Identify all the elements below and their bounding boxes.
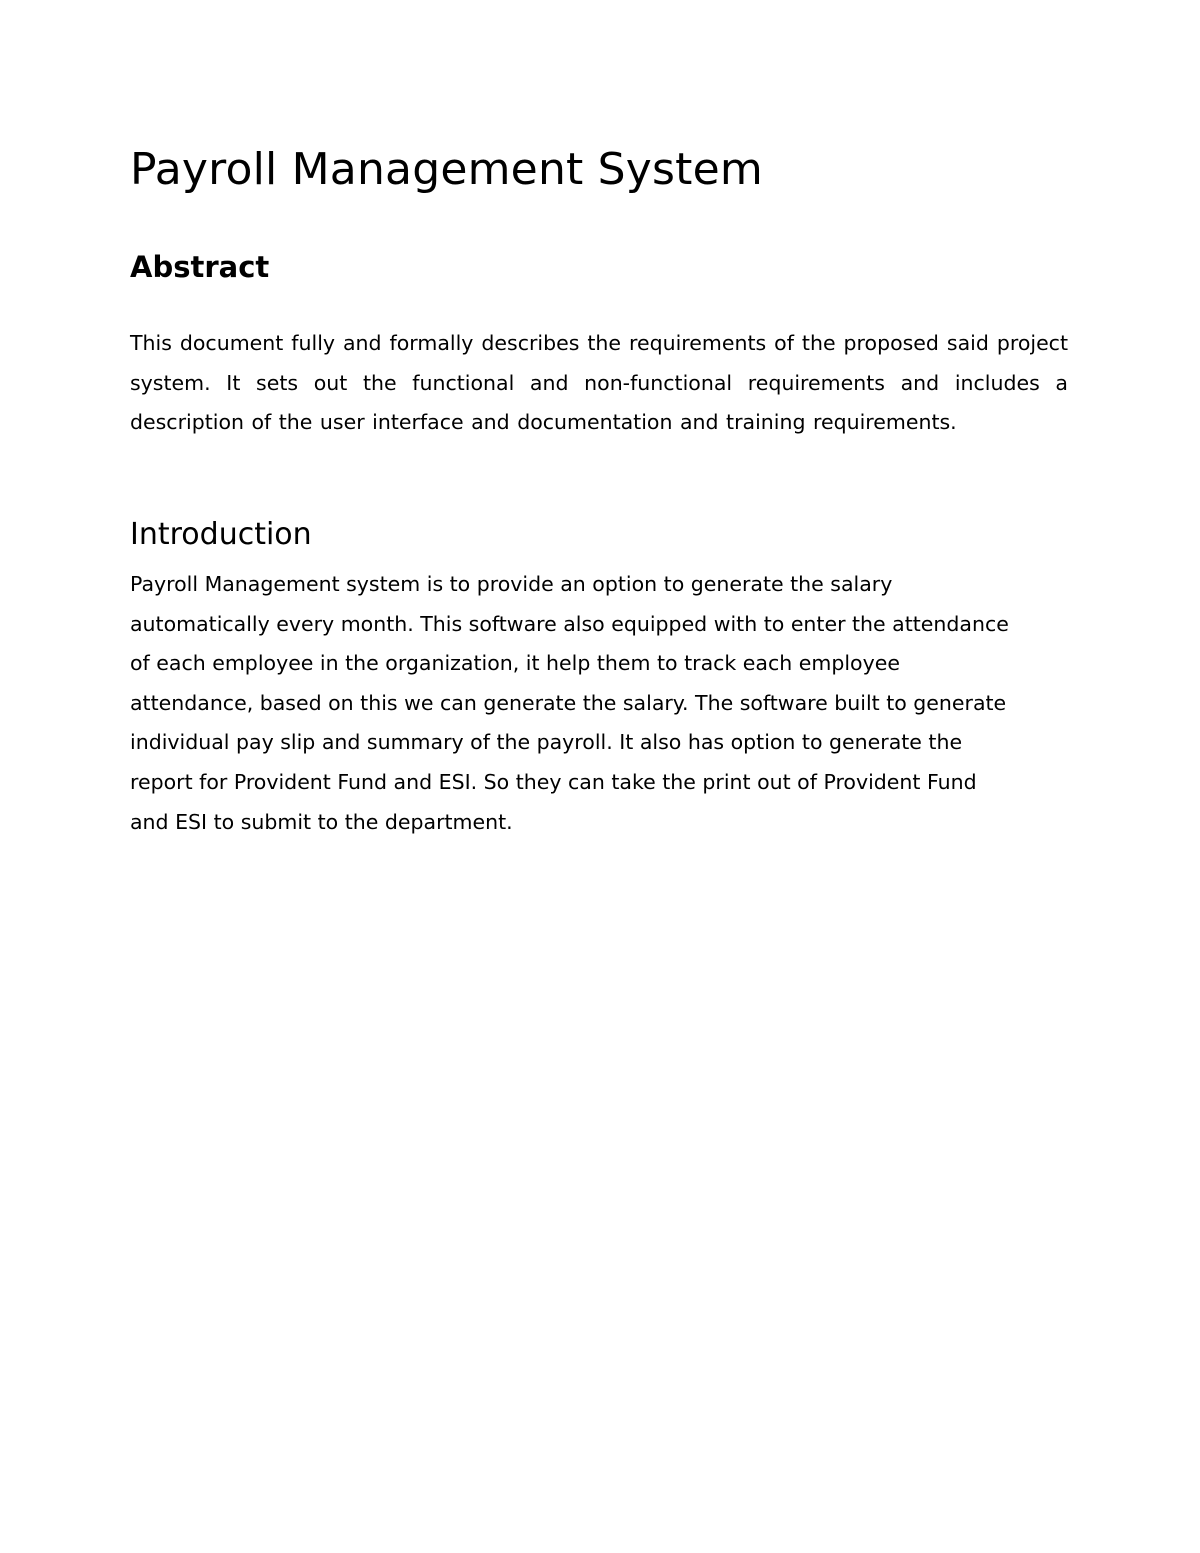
introduction-line: of each employee in the organization, it help them to track each employee [130,651,900,676]
introduction-line: individual pay slip and summary of the payroll. It also has option to generate the [130,730,963,755]
introduction-line: attendance, based on this we can generate the salary. The software built to generate [130,690,1007,715]
abstract-heading: Abstract [130,250,270,284]
abstract-paragraph: This document fully and formally describes the requirements of the proposed said project system. It sets out the functional and non-functional requirements and includes a description of the user interface and documentation and training requirements. [130,331,1068,435]
introduction-paragraph [130,565,1070,842]
document-title: Payroll Management System [130,144,763,195]
introduction-heading: Introduction [130,517,312,552]
introduction-line: and ESI to submit to the department. [130,809,513,834]
document-page [130,0,1070,1553]
introduction-line: automatically every month. This software also equipped with to enter the attendance [130,611,1009,636]
introduction-line: Payroll Management system is to provide an option to generate the salary [130,572,893,596]
introduction-line: report for Provident Fund and ESI. So they can take the print out of Provident Fund [130,769,977,794]
